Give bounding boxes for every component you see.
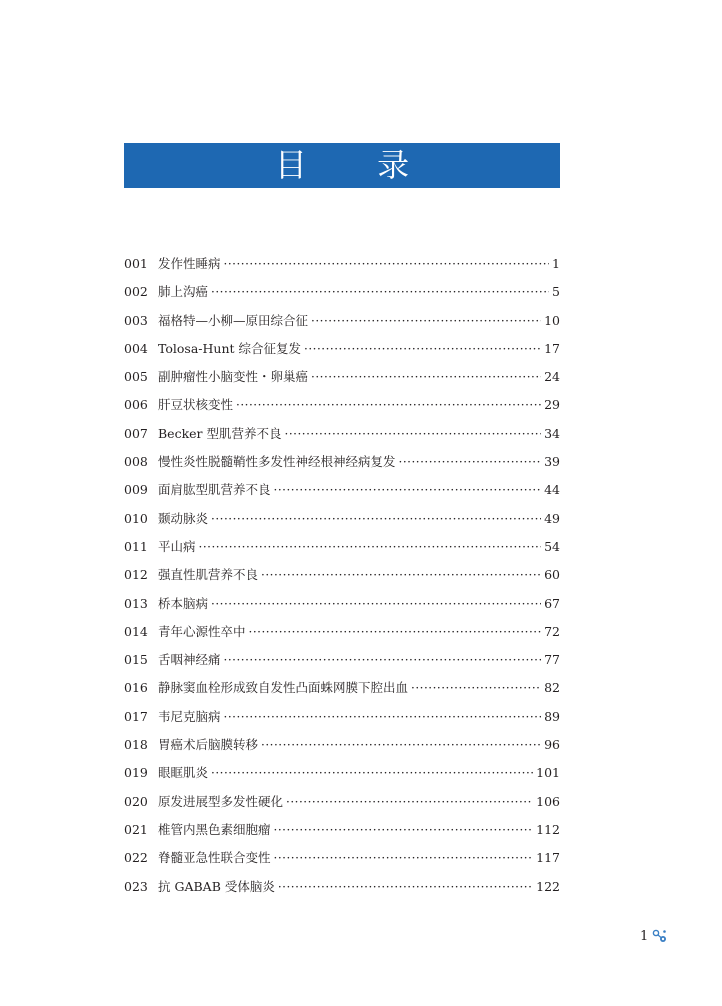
toc-entry-title[interactable]: 静脉窦血栓形成致自发性凸面蛛网膜下腔出血 [158,680,409,696]
toc-entry[interactable] [124,363,560,391]
bacteria-icon [652,928,668,944]
toc-entry-title[interactable]: 平山病 [158,538,196,554]
toc-entry-page: 122 [536,878,560,894]
toc-entry-title[interactable]: 眼眶肌炎 [158,765,209,781]
toc-entry-number: 021 [124,821,148,837]
toc-leader-dots [211,278,549,306]
toc-leader-dots [211,759,533,787]
toc-leader-dots [199,533,542,561]
toc-entry-page: 54 [544,538,560,554]
toc-leader-dots [285,420,542,448]
toc-entry-page: 117 [536,850,560,866]
toc-entry-number: 011 [124,538,148,554]
toc-entry[interactable] [124,335,560,363]
toc-entry[interactable] [124,646,560,674]
toc-entry-title[interactable]: Tolosa-Hunt 综合征复发 [158,340,302,356]
toc-leader-dots [261,561,541,589]
toc-entry-title[interactable]: 慢性炎性脱髓鞘性多发性神经根神经病复发 [158,454,396,470]
toc-entry[interactable] [124,674,560,702]
toc-entry-page: 1 [552,256,560,271]
toc-entry-title[interactable]: 韦尼克脑病 [158,708,221,724]
toc-leader-dots [286,788,533,816]
toc-entry[interactable] [124,844,560,872]
toc-entry-title[interactable]: 肝豆状核变性 [158,397,234,413]
toc-entry-number: 003 [124,312,148,328]
toc-entry-number: 015 [124,652,148,668]
toc-entry-title[interactable]: 脊髓亚急性联合变性 [158,850,271,866]
toc-entry-page: 77 [544,652,560,668]
page-number: 1 [640,928,649,944]
toc-entry-page: 24 [544,369,560,385]
toc-entry-number: 002 [124,284,148,300]
page-title: 目 录 [274,146,440,184]
toc-entry-page: 10 [544,312,560,328]
toc-entry[interactable] [124,561,560,589]
toc-entry-page: 82 [544,680,560,696]
toc-entry-title[interactable]: 桥本脑病 [158,595,209,611]
toc-entry-number: 006 [124,397,148,413]
toc-entry-title[interactable]: 颞动脉炎 [158,510,209,526]
toc-title-bar [124,143,560,188]
toc-leader-dots [224,646,542,674]
toc-entry[interactable] [124,618,560,646]
toc-entry[interactable] [124,391,560,419]
toc-entry-page: 39 [544,454,560,470]
toc-leader-dots [274,844,534,872]
toc-entry[interactable] [124,250,560,278]
toc-leader-dots [278,873,533,901]
toc-leader-dots [411,674,541,702]
toc-entry-page: 29 [544,397,560,413]
toc-entry-number: 020 [124,793,148,809]
toc-entry[interactable] [124,307,560,335]
toc-entry-title[interactable]: 原发进展型多发性硬化 [158,793,284,809]
toc-leader-dots [236,391,541,419]
toc-entry-number: 004 [124,340,148,356]
toc-leader-dots [311,363,541,391]
toc-entry-number: 008 [124,454,148,470]
toc-entry-number: 005 [124,369,148,385]
toc-entry[interactable] [124,448,560,476]
toc-entry-title[interactable]: 副肿瘤性小脑变性・卵巢癌 [158,369,309,385]
toc-entry-number: 009 [124,482,148,498]
toc-entry[interactable] [124,816,560,844]
toc-leader-dots [249,618,542,646]
toc-entry-number: 007 [124,425,148,441]
toc-entry[interactable] [124,788,560,816]
toc-entry-title[interactable]: 强直性肌营养不良 [158,567,259,583]
toc-entry-page: 101 [536,765,560,781]
toc-entry-page: 34 [544,425,560,441]
table-of-contents [124,250,560,901]
toc-entry-page: 72 [544,623,560,639]
toc-entry[interactable] [124,731,560,759]
toc-entry[interactable] [124,476,560,504]
toc-entry-title[interactable]: 福格特—小柳—原田综合征 [158,312,309,328]
toc-entry[interactable] [124,533,560,561]
toc-entry-page: 96 [544,737,560,753]
toc-entry-number: 010 [124,510,148,526]
toc-entry-number: 014 [124,623,148,639]
toc-leader-dots [274,476,542,504]
toc-entry-number: 016 [124,680,148,696]
toc-entry-title[interactable]: 面肩肱型肌营养不良 [158,482,271,498]
page-footer [640,928,668,944]
toc-entry[interactable] [124,420,560,448]
toc-leader-dots [304,335,541,363]
toc-entry-title[interactable]: 胃癌术后脑膜转移 [158,737,259,753]
toc-entry-title[interactable]: 肺上沟癌 [158,284,209,300]
toc-entry[interactable] [124,759,560,787]
toc-leader-dots [311,307,541,335]
toc-entry-page: 106 [536,793,560,809]
toc-entry-page: 44 [544,482,560,498]
toc-entry-page: 60 [544,567,560,583]
toc-entry-page: 17 [544,340,560,356]
toc-entry[interactable] [124,590,560,618]
toc-leader-dots [224,250,550,278]
toc-entry-number: 001 [124,256,148,271]
toc-entry-title[interactable]: 青年心源性卒中 [158,623,246,639]
toc-entry-page: 49 [544,510,560,526]
toc-entry-page: 67 [544,595,560,611]
toc-entry-number: 017 [124,708,148,724]
toc-entry-title[interactable]: 椎管内黑色素细胞瘤 [158,821,271,837]
toc-entry-title[interactable]: 发作性睡病 [158,256,221,271]
toc-entry-number: 023 [124,878,148,894]
toc-entry-title[interactable]: Becker 型肌营养不良 [158,425,282,441]
toc-entry[interactable] [124,703,560,731]
toc-leader-dots [399,448,542,476]
toc-leader-dots [211,505,541,533]
toc-entry-page: 89 [544,708,560,724]
toc-leader-dots [211,590,541,618]
toc-entry[interactable] [124,278,560,306]
toc-entry-number: 022 [124,850,148,866]
toc-entry[interactable] [124,873,560,901]
toc-entry-number: 012 [124,567,148,583]
toc-entry-number: 019 [124,765,148,781]
toc-leader-dots [261,731,541,759]
toc-leader-dots [274,816,534,844]
toc-entry[interactable] [124,505,560,533]
toc-entry-number: 013 [124,595,148,611]
toc-leader-dots [224,703,542,731]
toc-entry-title[interactable]: 舌咽神经痛 [158,652,221,668]
toc-entry-page: 112 [536,821,560,837]
toc-entry-page: 5 [552,284,560,300]
toc-entry-number: 018 [124,737,148,753]
toc-entry-title[interactable]: 抗 GABAB 受体脑炎 [158,878,275,894]
